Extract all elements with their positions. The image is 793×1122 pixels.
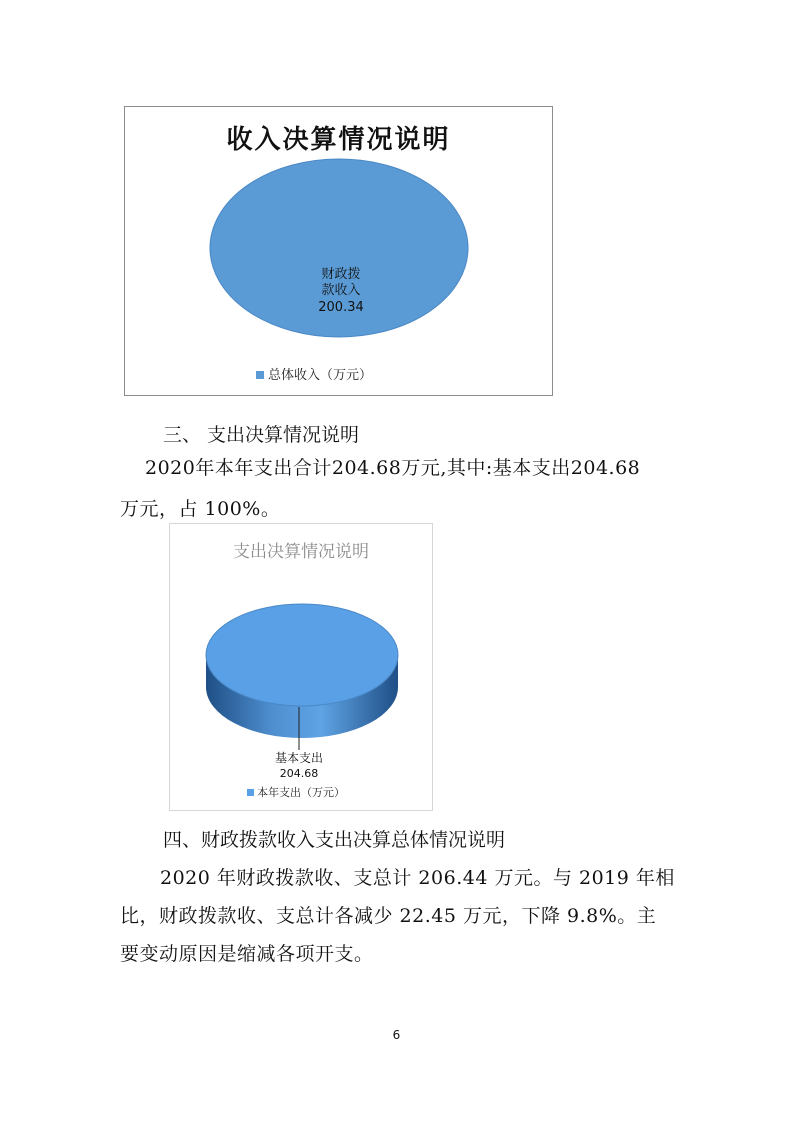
expenditure-legend-swatch (247, 789, 254, 796)
expenditure-legend-text: 本年支出（万元） (257, 786, 345, 799)
page-number: 6 (392, 1028, 401, 1042)
section4-para-line2: 比，财政拨款收、支总计各减少 22.45 万元，下降 9.8%。主 (120, 905, 657, 927)
section3-para-line2: 万元，占 100%。 (120, 498, 281, 520)
section3-para-line1: 2020年本年支出合计204.68万元,其中:基本支出204.68 (145, 457, 641, 479)
section3-heading: 三、 支出决算情况说明 (163, 424, 360, 446)
expenditure-slice-label: 基本支出 (274, 751, 324, 765)
income-slice-label-line1: 财政拨 (321, 267, 361, 282)
income-legend-swatch (256, 371, 264, 379)
section4-heading: 四、财政拨款收入支出决算总体情况说明 (163, 829, 506, 851)
income-slice-label-line2: 款收入 (321, 283, 361, 298)
income-pie-svg (125, 107, 552, 395)
expenditure-pie-svg (170, 524, 432, 810)
income-pie-chart (124, 106, 553, 396)
expenditure-pie-slice (206, 604, 398, 706)
income-slice-value: 200.34 (318, 300, 364, 315)
expenditure-pie-chart (169, 523, 433, 811)
section4-para-line1: 2020 年财政拨款收、支总计 206.44 万元。与 2019 年相 (160, 867, 675, 889)
income-legend-text: 总体收入（万元） (268, 368, 373, 383)
section4-para-line3: 要变动原因是缩减各项开支。 (120, 943, 374, 965)
income-chart-title: 收入决算情况说明 (226, 125, 451, 155)
expenditure-slice-value: 204.68 (279, 767, 319, 780)
expenditure-chart-title: 支出决算情况说明 (233, 542, 369, 562)
